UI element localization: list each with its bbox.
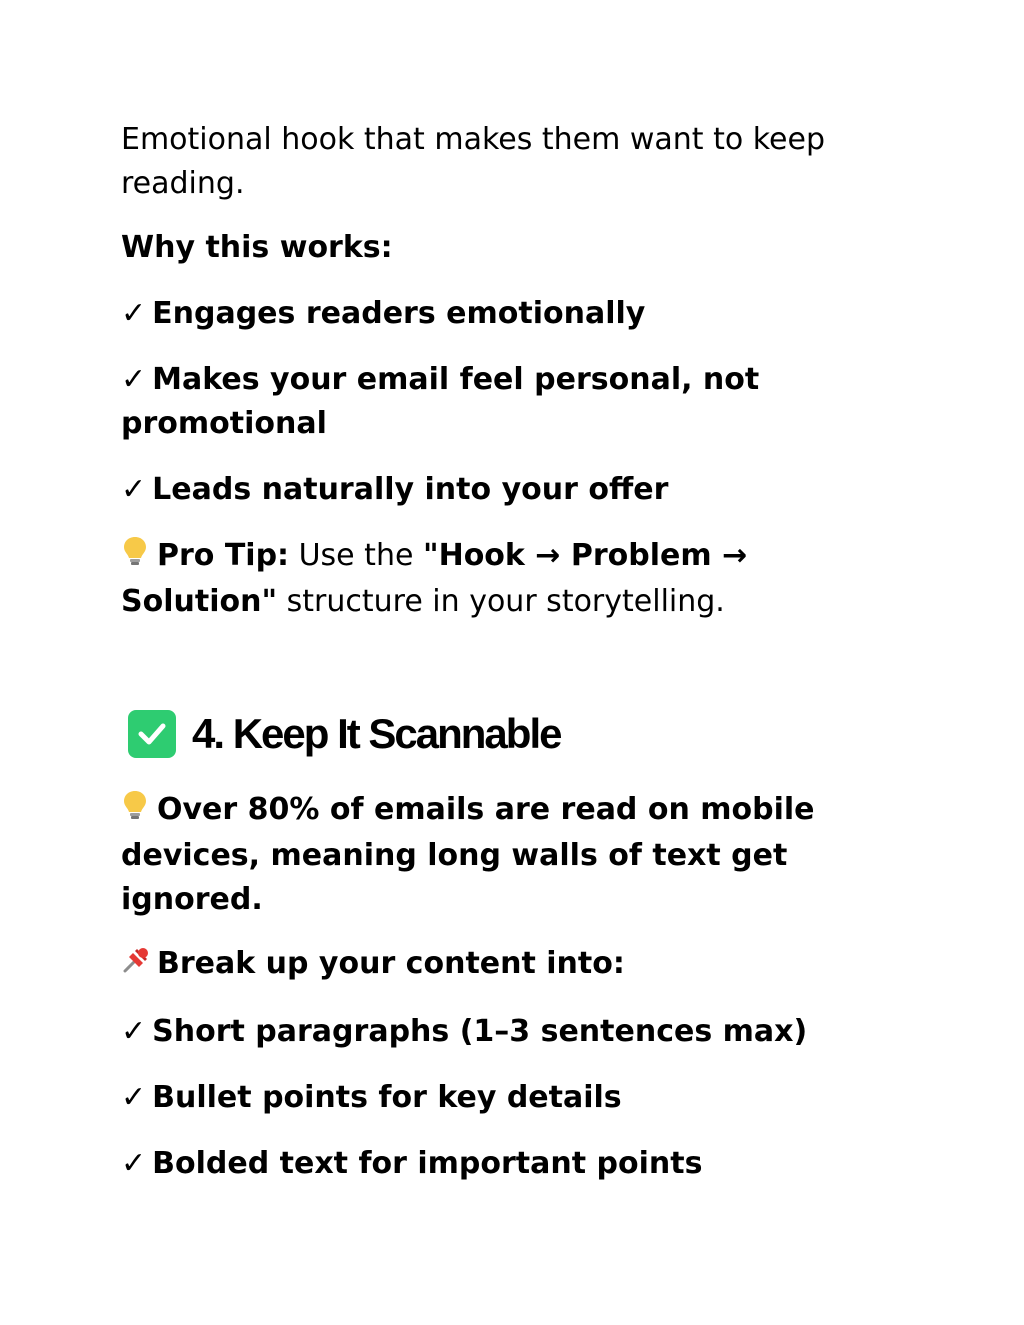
pro-tip-structure: "Hook → Problem → Solution" xyxy=(121,538,748,619)
check-mark-icon: ✓ xyxy=(121,362,147,397)
article-content xyxy=(121,118,861,1208)
scannable-text: Bullet points for key details xyxy=(152,1080,622,1115)
benefit-item xyxy=(121,358,861,446)
break-up-label xyxy=(121,942,861,988)
check-mark-icon: ✓ xyxy=(121,1146,147,1181)
benefit-text: Makes your email feel personal, not promotional xyxy=(121,362,760,441)
pro-tip xyxy=(121,534,861,624)
benefit-item xyxy=(121,468,861,512)
scannable-item xyxy=(121,1142,861,1186)
check-mark-icon: ✓ xyxy=(121,296,147,331)
section-heading xyxy=(121,704,861,764)
check-mark-button-icon xyxy=(128,710,176,758)
mobile-stat xyxy=(121,788,861,922)
scannable-text: Bolded text for important points xyxy=(152,1146,703,1181)
why-label: Why this works: xyxy=(121,230,393,265)
check-mark-icon: ✓ xyxy=(121,1080,147,1115)
mobile-stat-text: Over 80% of emails are read on mobile devices, meaning long walls of text get ignored. xyxy=(121,792,815,917)
pro-tip-label: Pro Tip: xyxy=(157,538,290,573)
benefit-text: Leads naturally into your offer xyxy=(152,472,669,507)
lightbulb-icon xyxy=(121,789,157,834)
pro-tip-text: Use the xyxy=(289,538,423,573)
check-mark-icon: ✓ xyxy=(121,1014,147,1049)
pro-tip-text-end: structure in your storytelling. xyxy=(277,584,725,619)
benefit-text: Engages readers emotionally xyxy=(152,296,646,331)
lightbulb-icon xyxy=(121,535,157,580)
scannable-text: Short paragraphs (1–3 sentences max) xyxy=(152,1014,808,1049)
check-mark-icon: ✓ xyxy=(121,472,147,507)
section-title: 4. Keep It Scannable xyxy=(192,710,561,757)
intro-paragraph: Emotional hook that makes them want to keep reading. xyxy=(121,122,826,201)
scannable-item xyxy=(121,1076,861,1120)
scannable-item xyxy=(121,1010,861,1054)
pushpin-icon xyxy=(121,943,157,988)
benefit-item xyxy=(121,292,861,336)
break-up-text: Break up your content into: xyxy=(157,946,625,981)
